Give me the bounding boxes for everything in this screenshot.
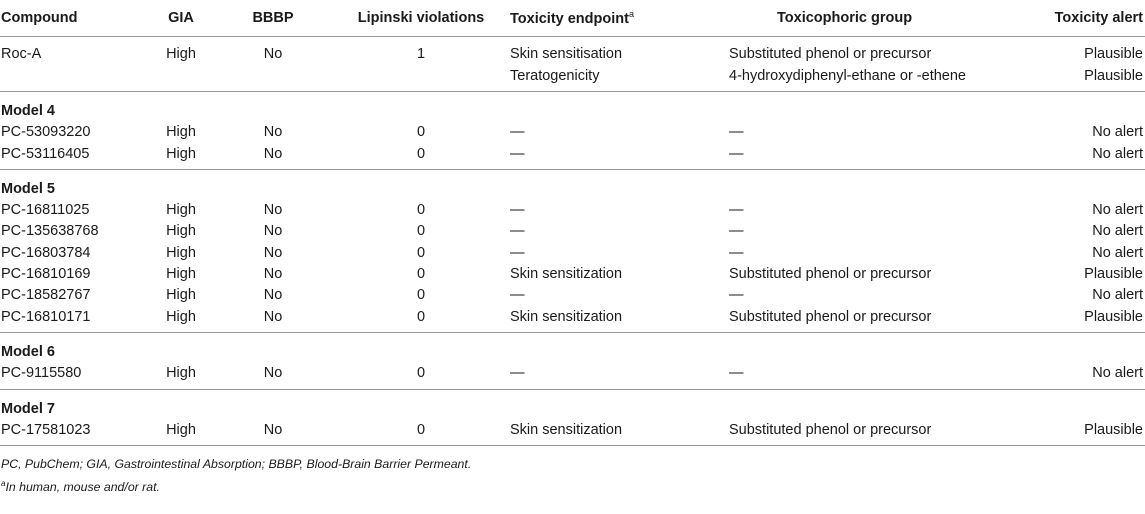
table-footnotes xyxy=(0,455,1145,497)
group-header-row xyxy=(0,389,1145,420)
table-row xyxy=(0,144,1145,170)
cell-compound: PC-16810171 xyxy=(0,307,148,333)
footnote-a-mark: a xyxy=(1,479,6,489)
cell-group: Substituted phenol or precursor xyxy=(729,420,991,446)
cell-compound: PC-16803784 xyxy=(1,244,91,261)
cell-gia: High xyxy=(166,223,196,240)
cell-endpoint: — xyxy=(510,124,525,141)
cell-endpoint: Skin sensitization xyxy=(510,420,729,446)
cell-alert: No alert xyxy=(991,144,1145,170)
cell-lipinski: 1 xyxy=(332,37,510,92)
cell-alert: Plausible xyxy=(991,420,1145,446)
group-header-row xyxy=(0,332,1145,363)
cell-compound: PC-16810169 xyxy=(1,266,91,283)
cell-group: — xyxy=(729,202,744,219)
cell-gia: High xyxy=(166,266,196,283)
cell-lipinski: 0 xyxy=(332,363,510,389)
cell-endpoint: Skin sensitization xyxy=(510,307,729,333)
cell-bbbp: No xyxy=(214,144,332,170)
cell-gia: High xyxy=(166,202,196,219)
header-bbbp: BBBP xyxy=(214,0,332,37)
cell-group xyxy=(729,37,991,92)
header-gia: GIA xyxy=(148,0,214,37)
cell-alert: No alert xyxy=(991,363,1145,389)
cell-bbbp: No xyxy=(263,266,283,283)
group-header-row xyxy=(0,92,1145,123)
table-row xyxy=(0,363,1145,389)
cell-alert: No alert xyxy=(1092,244,1143,261)
abbreviation-footnote: PC, PubChem; GIA, Gastrointestinal Absorption; BBBP, Blood-Brain Barrier Permeant. xyxy=(1,457,472,472)
table-row xyxy=(0,420,1145,446)
cell-gia: High xyxy=(148,144,214,170)
cell-gia: High xyxy=(166,244,196,261)
cell-lipinski: 0 xyxy=(332,420,510,446)
cell-endpoint: — xyxy=(510,144,729,170)
cell-group: — xyxy=(729,363,991,389)
cell-bbbp: No xyxy=(214,307,332,333)
cell-endpoint: — xyxy=(510,202,525,219)
cell-group: Substituted phenol or precursor xyxy=(729,266,932,283)
header-compound: Compound xyxy=(0,0,148,37)
table-row-roc-a xyxy=(0,37,1145,92)
endpoint-footnote-mark: a xyxy=(628,9,634,20)
cell-compound: PC-16811025 xyxy=(1,202,90,219)
cell-lipinski: 0 xyxy=(416,244,426,261)
cell-endpoint: — xyxy=(510,244,525,261)
cell-lipinski: 0 xyxy=(416,287,426,304)
cell-endpoint: — xyxy=(510,287,525,304)
table-row xyxy=(0,200,1145,221)
header-group: Toxicophoric group xyxy=(729,0,991,37)
cell-alert: No alert xyxy=(1092,287,1143,304)
cell-lipinski: 0 xyxy=(416,266,426,283)
cell-bbbp: No xyxy=(263,287,283,304)
group-title: Model 6 xyxy=(1,343,55,360)
alert-line: Plausible xyxy=(1084,67,1143,84)
cell-alert: Plausible xyxy=(1084,266,1143,283)
cell-lipinski: 0 xyxy=(416,124,426,141)
footnote-a xyxy=(1,474,1145,497)
group-title: Model 4 xyxy=(1,103,55,119)
cell-group: — xyxy=(729,124,744,141)
cell-compound: PC-53093220 xyxy=(1,124,91,141)
cell-bbbp: No xyxy=(263,202,283,219)
cell-compound: PC-18582767 xyxy=(1,287,91,304)
cell-compound: PC-17581023 xyxy=(0,420,148,446)
cell-group: — xyxy=(729,244,744,261)
cell-endpoint xyxy=(510,37,729,92)
cell-alert: Plausible xyxy=(991,307,1145,333)
table-row xyxy=(0,307,1145,333)
table-row xyxy=(0,122,1145,143)
cell-alert: No alert xyxy=(1092,223,1143,240)
cell-group: — xyxy=(729,223,744,240)
cell-lipinski: 0 xyxy=(416,202,426,219)
cell-bbbp: No xyxy=(214,420,332,446)
cell-endpoint: Skin sensitization xyxy=(510,266,623,283)
cell-group: — xyxy=(729,287,744,304)
group-header-row xyxy=(0,169,1145,200)
cell-gia: High xyxy=(166,124,196,141)
cell-bbbp: No xyxy=(214,363,332,389)
header-alert: Toxicity alert xyxy=(991,0,1145,37)
cell-group: — xyxy=(729,144,991,170)
cell-lipinski: 0 xyxy=(332,307,510,333)
cell-gia: High xyxy=(148,420,214,446)
group-line: 4-hydroxydiphenyl-ethane or -ethene xyxy=(729,67,966,84)
table-row xyxy=(0,221,1145,242)
group-title: Model 5 xyxy=(1,180,55,197)
cell-gia: High xyxy=(166,287,196,304)
header-lipinski: Lipinski violations xyxy=(332,0,510,37)
cell-bbbp: No xyxy=(263,223,283,240)
header-endpoint: Toxicity endpoint$^a$ xyxy=(510,0,729,37)
cell-gia: High xyxy=(148,307,214,333)
cell-lipinski: 0 xyxy=(416,223,426,240)
cell-lipinski: 0 xyxy=(332,144,510,170)
cell-compound: PC-135638768 xyxy=(1,223,99,240)
group-title: Model 7 xyxy=(1,400,55,417)
cell-alert xyxy=(991,37,1145,92)
cell-compound: PC-9115580 xyxy=(0,363,148,389)
cell-group: Substituted phenol or precursor xyxy=(729,307,991,333)
cell-compound: Roc-A xyxy=(0,37,148,92)
cell-endpoint: — xyxy=(510,223,525,240)
table-row xyxy=(0,243,1145,264)
cell-bbbp: No xyxy=(263,124,283,141)
cell-alert: No alert xyxy=(1092,124,1143,141)
cell-endpoint: — xyxy=(510,363,729,389)
cell-bbbp: No xyxy=(214,37,332,92)
cell-alert: No alert xyxy=(1092,202,1143,219)
cell-gia: High xyxy=(148,363,214,389)
footnote-a-text: In human, mouse and/or rat. xyxy=(5,480,160,495)
table-row xyxy=(0,285,1145,306)
endpoint-line: Skin sensitisation xyxy=(510,46,623,62)
table-row xyxy=(0,264,1145,285)
header-row xyxy=(0,0,1145,37)
cell-bbbp: No xyxy=(263,244,283,261)
cell-compound: PC-53116405 xyxy=(0,144,148,170)
cell-gia: High xyxy=(148,37,214,92)
group-line: Substituted phenol or precursor xyxy=(729,46,932,62)
alert-line: Plausible xyxy=(1084,46,1143,62)
endpoint-line: Teratogenicity xyxy=(510,67,600,84)
